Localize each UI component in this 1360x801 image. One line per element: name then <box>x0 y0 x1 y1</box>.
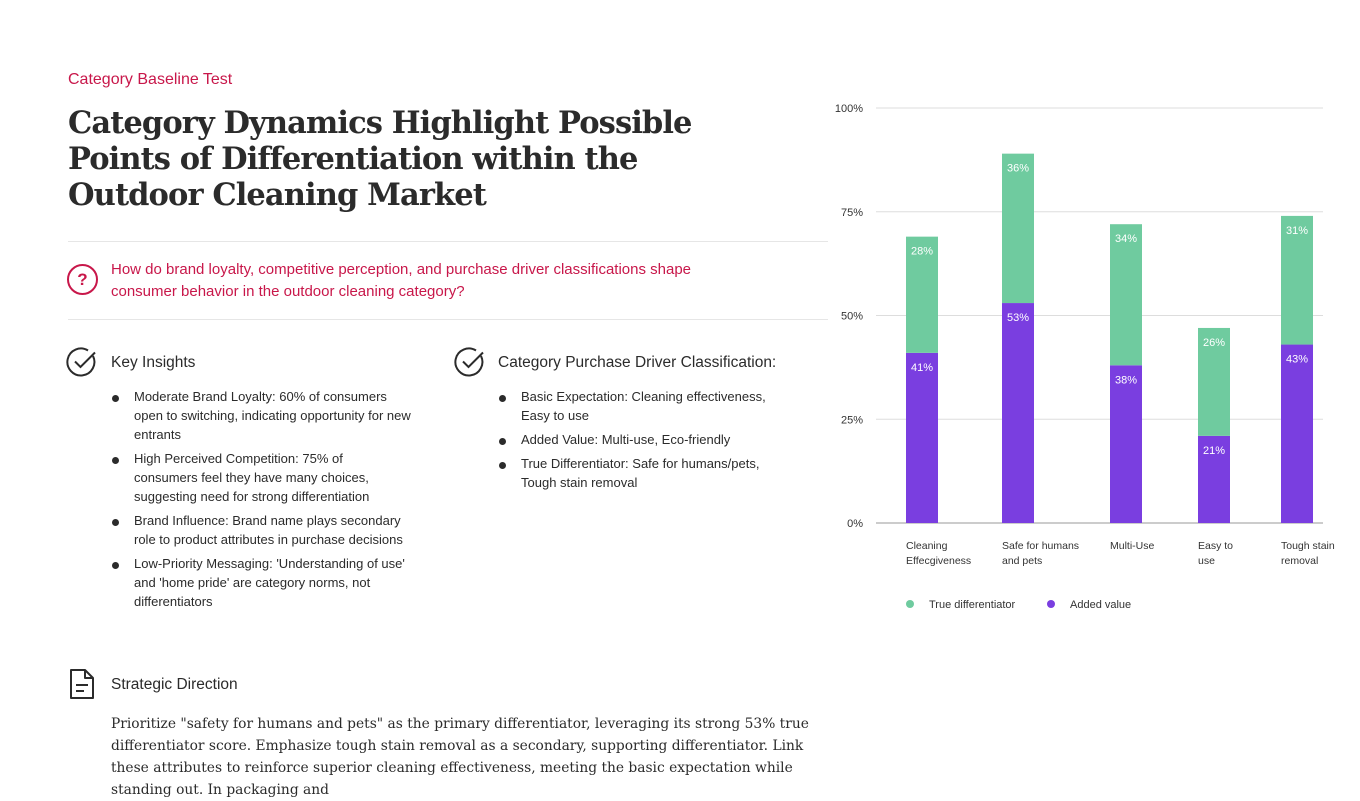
y-tick-label: 25% <box>840 414 863 427</box>
data-label: 53% <box>1006 312 1030 325</box>
check-circle-icon <box>66 346 98 378</box>
x-category-label: removal <box>1281 555 1319 567</box>
data-label: 38% <box>1114 374 1138 387</box>
purchase-drivers-heading: Category Purchase Driver Classification: <box>498 354 777 371</box>
y-tick-label: 50% <box>840 310 863 323</box>
x-category-label: Tough stain <box>1281 540 1335 552</box>
question-circle-icon: ? <box>67 264 98 295</box>
check-circle-icon <box>454 346 486 378</box>
purchase-drivers-list <box>521 387 786 497</box>
strategy-text: Prioritize "safety for humans and pets" as the primary differentiator, leveraging its strong 53% true differentiator score. Emphasize tough stain removal as a secondary, supporting differentiator. Link these attributes to reinforce superior cleaning effectiveness, meeting the basic expectation while standing out. In packaging and <box>111 716 809 798</box>
legend-label: Added value <box>1070 599 1132 611</box>
data-label: 21% <box>1202 444 1226 457</box>
data-label: 31% <box>1285 224 1309 237</box>
key-insights-heading: Key Insights <box>111 354 196 371</box>
eyebrow-label: Category Baseline Test <box>68 71 233 88</box>
y-tick-label: 75% <box>840 206 863 219</box>
bar-added-value <box>906 353 938 523</box>
page-title: Category Dynamics Highlight Possible Points of Differentiation within the Outdoor Cleaning Market <box>68 105 692 213</box>
x-category-label: Safe for humans <box>1002 540 1080 552</box>
y-tick-label: 0% <box>847 518 863 530</box>
key-insights-list <box>134 387 419 616</box>
list-item: Brand Influence: Brand name plays secondary role to product attributes in purchase decisions <box>134 511 419 549</box>
divider-bottom <box>68 319 828 320</box>
document-icon <box>68 668 96 700</box>
bar-true-differentiator <box>1110 224 1142 365</box>
legend-label: True differentiator <box>929 599 1016 611</box>
list-item: True Differentiator: Safe for humans/pets, Tough stain removal <box>521 454 786 492</box>
x-category-label: Cleaning <box>906 540 948 552</box>
bar-added-value <box>1110 365 1142 523</box>
y-tick-label: 100% <box>834 103 863 115</box>
list-item: Added Value: Multi-use, Eco-friendly <box>521 430 786 449</box>
x-category-label: use <box>1198 555 1215 567</box>
x-category-label: Effecgiveness <box>906 555 972 567</box>
x-category-label: and pets <box>1002 555 1043 567</box>
bar-true-differentiator <box>1002 154 1034 303</box>
x-category-label: Easy to <box>1198 540 1234 552</box>
data-label: 26% <box>1202 336 1226 349</box>
list-item: High Perceived Competition: 75% of consumers feel they have many choices, suggesting need for strong differentiation <box>134 449 374 506</box>
data-label: 41% <box>910 361 934 374</box>
data-label: 43% <box>1285 353 1309 366</box>
list-item: Moderate Brand Loyalty: 60% of consumers open to switching, indicating opportunity for new entrants <box>134 387 419 444</box>
stacked-bar-chart <box>830 90 1350 620</box>
x-category-label: Multi-Use <box>1110 540 1155 552</box>
strategy-heading: Strategic Direction <box>111 676 238 693</box>
legend-marker <box>1047 600 1055 608</box>
legend-marker <box>906 600 914 608</box>
list-item: Low-Priority Messaging: 'Understanding of use' and 'home pride' are category norms, not differentiators <box>134 554 419 611</box>
research-question: How do brand loyalty, competitive perception, and purchase driver classifications shape consumer behavior in the outdoor cleaning category? <box>111 261 692 300</box>
bar-added-value <box>1281 345 1313 523</box>
data-label: 36% <box>1006 162 1030 175</box>
bar-added-value <box>1002 303 1034 523</box>
divider-top <box>68 241 828 242</box>
data-label: 34% <box>1114 233 1138 246</box>
data-label: 28% <box>910 245 934 258</box>
list-item: Basic Expectation: Cleaning effectiveness, Easy to use <box>521 387 786 425</box>
